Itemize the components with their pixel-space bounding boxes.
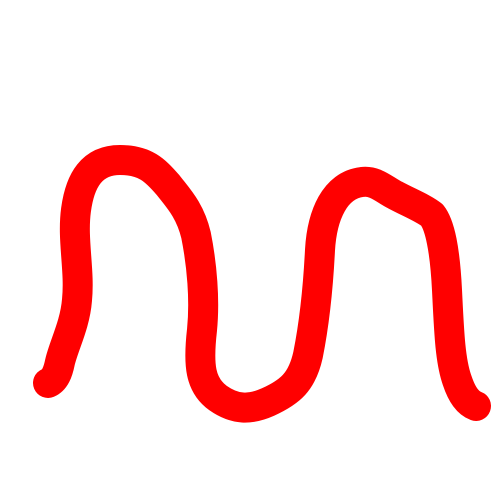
freehand-stroke [48,160,476,408]
